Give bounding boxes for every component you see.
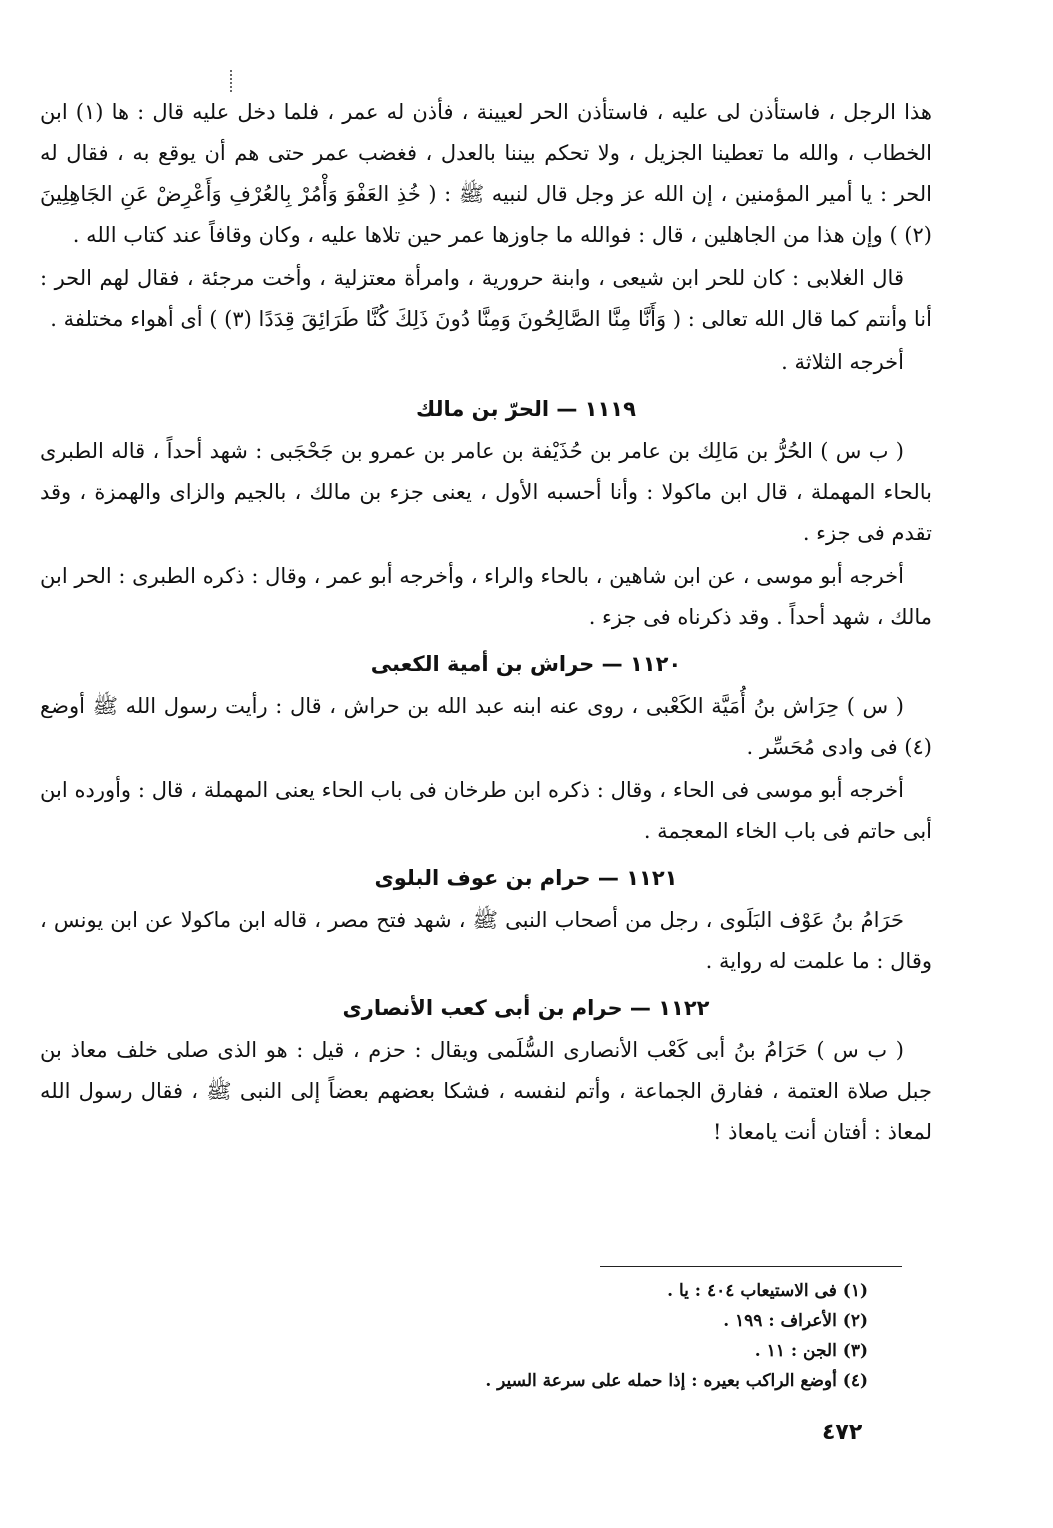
footnote-4: (٤) أوضع الراكب بعيره : إذا حمله على سرعة السير .: [485, 1371, 868, 1391]
entry-text-1122: ( ب س ) حَرَامُ بنُ أبى كَعْب الأنصارى السُّلَمى ويقال : حزم ، قيل : هو الذى صلى خلف معاذ بن جبل صلاة العتمة ، ففارق الجماعة ، وأتم لنفسه ، فشكا بعضهم بعضاً إلى النبى ﷺ ، فقال رسول الله لمعاذ : أفتان أنت يامعاذ !: [40, 1038, 932, 1144]
footnote-1: (١) فى الاستيعاب ٤٠٤ : يا .: [667, 1281, 868, 1301]
footnote-divider: [600, 1266, 902, 1267]
footnote-2: (٢) الأعراف : ١٩٩ .: [723, 1311, 868, 1331]
paragraph-continuation: هذا الرجل ، فاستأذن لى عليه ، فاستأذن الحر لعيينة ، فأذن له عمر ، فلما دخل عليه قال : ها (١) ابن الخطاب ، والله ما تعطينا الجزيل ، ولا تحكم بيننا بالعدل ، فغضب عمر حتى هم أن يوقع به ، فقال له الحر : يا أمير المؤمنين ، إن الله عز وجل قال لنبيه ﷺ : ( خُذِ العَفْوَ وَأْمُرْ بِالعُرْفِ وَأَعْرِضْ عَنِ الجَاهِلِينَ (٢) ) وإن هذا من الجاهلين ، قال : فوالله ما جاوزها عمر حين تلاها عليه ، وكان وقافاً عند كتاب الله .: [40, 100, 932, 247]
paragraph-attribution: أخرجه الثلاثة .: [781, 350, 904, 374]
scan-mark: [230, 70, 235, 92]
page-number: ٤٧٢: [822, 1420, 863, 1445]
footnote-3: (٣) الجن : ١١ .: [754, 1341, 868, 1361]
page-body: [40, 92, 932, 1153]
entry-text-1121: حَرَامُ بنُ عَوْف البَلَوى ، رجل من أصحاب النبى ﷺ ، شهد فتح مصر ، قاله ابن ماكولا عن ابن يونس ، وقال : ما علمت له رواية .: [40, 908, 932, 973]
entry-heading-1122: ١١٢٢ — حرام بن أبى كعب الأنصارى: [342, 996, 710, 1020]
entry-heading-1121: ١١٢١ — حرام بن عوف البلوى: [374, 866, 678, 890]
entry-heading-1120: ١١٢٠ — حراش بن أمية الكعبى: [370, 652, 682, 676]
entry-attribution-1120: أخرجه أبو موسى فى الحاء ، وقال : ذكره ابن طرخان فى باب الحاء يعنى المهملة ، قال : وأورده ابن أبى حاتم فى باب الخاء المعجمة .: [40, 778, 932, 843]
entry-attribution-1119: أخرجه أبو موسى ، عن ابن شاهين ، بالحاء والراء ، وأخرجه أبو عمر ، وقال : ذكره الطبرى : الحر ابن مالك ، شهد أحداً . وقد ذكرناه فى جزء .: [40, 564, 932, 629]
entry-text-1119: ( ب س ) الحُرُّ بن مَالِك بن عامر بن حُذَيْفة بن عامر بن عمرو بن جَحْجَبى : شهد أحداً ، قاله الطبرى بالحاء المهملة ، قال ابن ماكولا : وأنا أحسبه الأول ، يعنى جزء بن مالك ، بالجيم والزاى والهمزة ، وقد تقدم فى جزء .: [40, 439, 932, 545]
paragraph-ghallabi: قال الغلابى : كان للحر ابن شيعى ، وابنة حرورية ، وامرأة معتزلية ، وأخت مرجئة ، فقال لهم الحر : أنا وأنتم كما قال الله تعالى : ( وَأَنَّا مِنَّا الصَّالِحُونَ وَمِنَّا دُونَ ذَلِكَ كُنَّا طَرَائِقَ قِدَدًا (٣) ) أى أهواء مختلفة .: [40, 266, 932, 331]
footnotes: [440, 1276, 868, 1396]
entry-heading-1119: ١١١٩ — الحرّ بن مالك: [416, 397, 636, 421]
entry-text-1120: ( س ) حِرَاش بنُ أُمَيَّة الكَعْبى ، روى عنه ابنه عبد الله بن حراش ، قال : رأيت رسول الله ﷺ أوضع (٤) فى وادى مُحَسِّر .: [40, 694, 932, 759]
